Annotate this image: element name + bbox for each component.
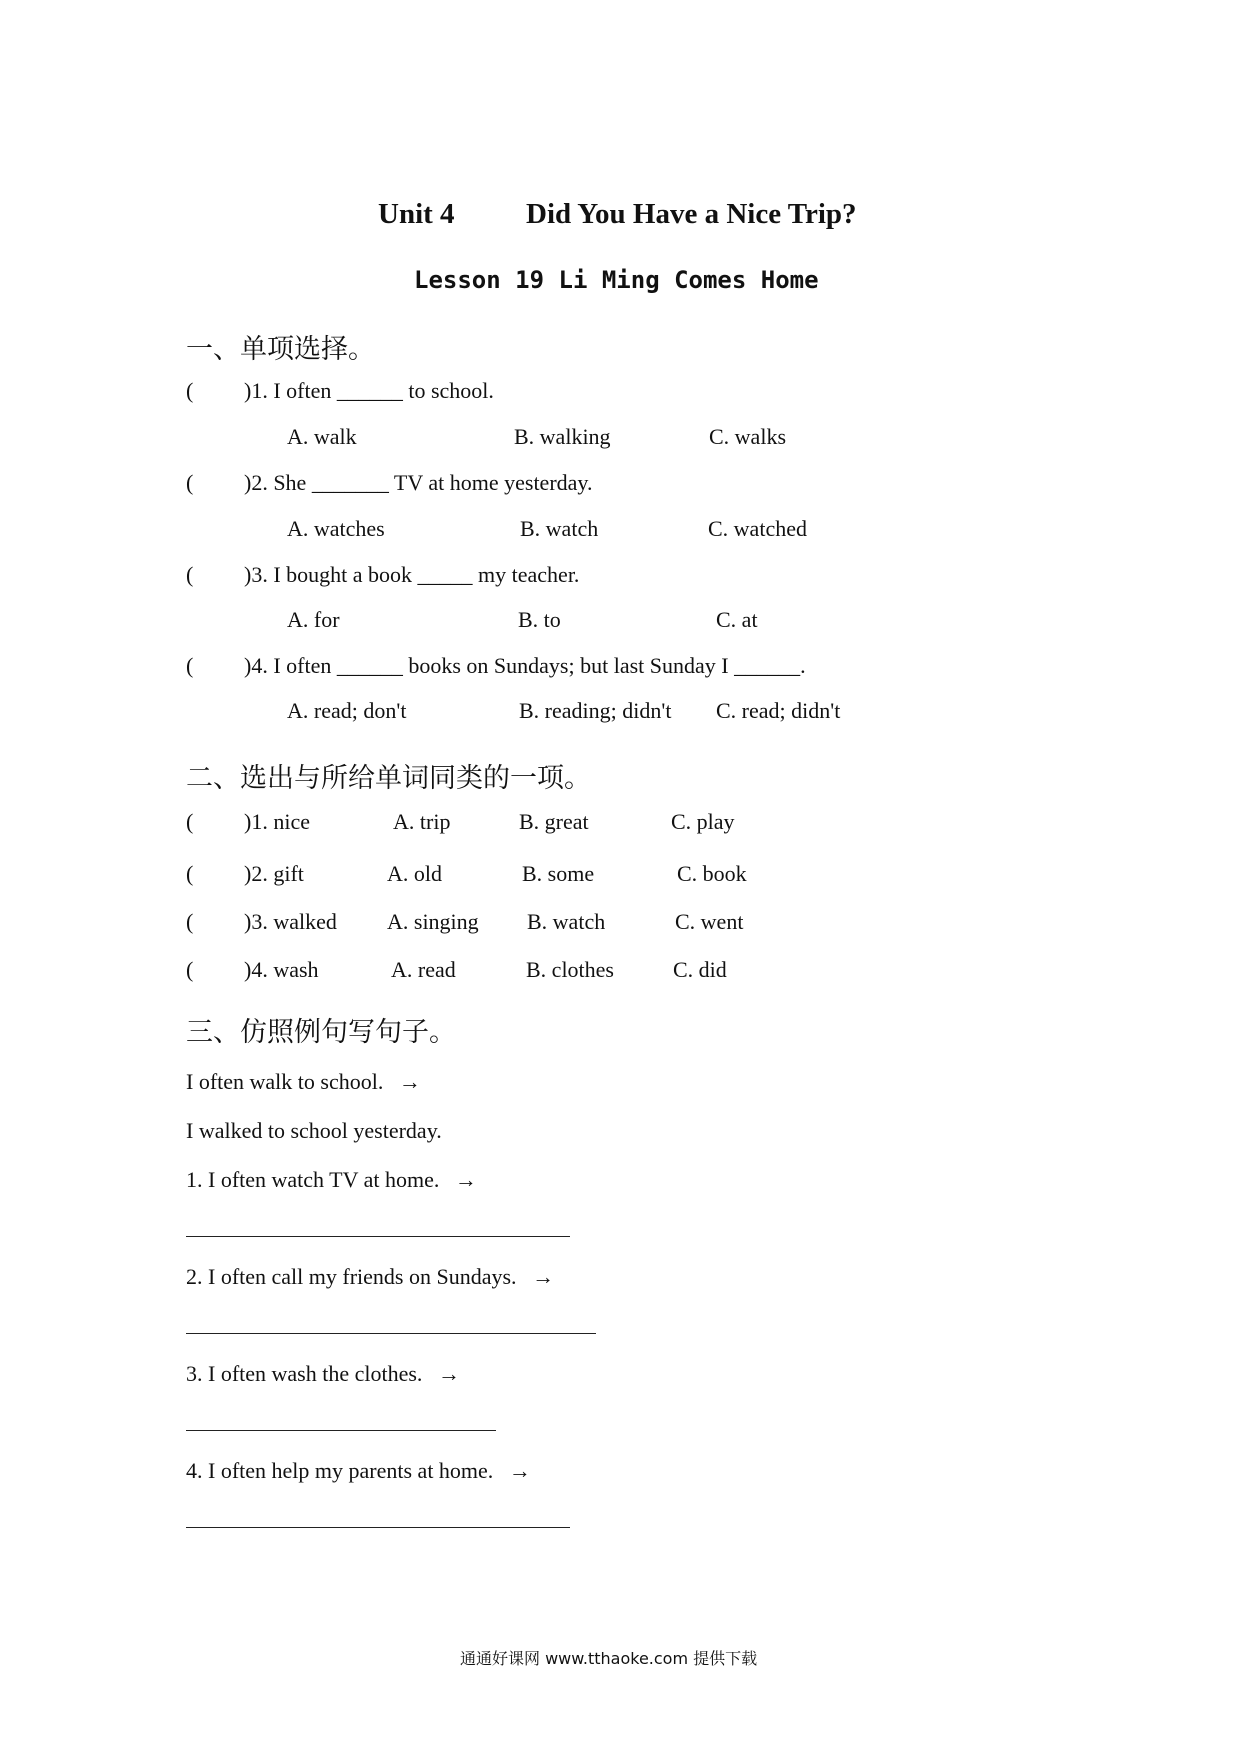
option-a: A. read; don't bbox=[287, 698, 407, 723]
option-a: A. old bbox=[387, 861, 442, 886]
section3-heading: 三、仿照例句写句子。 bbox=[186, 1017, 456, 1048]
option-c: C. went bbox=[675, 909, 744, 934]
question-stem: )1. nice bbox=[244, 809, 310, 834]
option-c: C. read; didn't bbox=[716, 698, 841, 723]
unit-label: Unit 4 bbox=[378, 198, 455, 230]
option-a: A. for bbox=[287, 607, 340, 632]
rewrite-item bbox=[186, 1458, 531, 1484]
answer-paren: ( bbox=[186, 653, 194, 678]
question-stem: )2. She _______ TV at home yesterday. bbox=[244, 470, 593, 495]
arrow-icon: → bbox=[532, 1264, 555, 1289]
rewrite-text: 3. I often wash the clothes. bbox=[186, 1361, 423, 1386]
arrow-icon: → bbox=[508, 1458, 531, 1483]
option-c: C. play bbox=[671, 809, 735, 834]
option-b: B. some bbox=[522, 861, 595, 886]
answer-line[interactable] bbox=[186, 1333, 596, 1334]
question-stem: )3. walked bbox=[244, 909, 337, 934]
option-c: C. walks bbox=[709, 424, 786, 449]
option-b: B. reading; didn't bbox=[519, 698, 672, 723]
option-a: A. trip bbox=[393, 809, 451, 834]
option-a: A. singing bbox=[387, 909, 479, 934]
rewrite-item bbox=[186, 1264, 554, 1290]
question-stem: )4. wash bbox=[244, 957, 319, 982]
option-a: A. read bbox=[391, 957, 456, 982]
unit-title: Did You Have a Nice Trip? bbox=[526, 198, 857, 230]
option-a: A. watches bbox=[287, 516, 385, 541]
rewrite-text: 2. I often call my friends on Sundays. bbox=[186, 1264, 517, 1289]
question-stem: )1. I often ______ to school. bbox=[244, 378, 494, 403]
option-b: B. watch bbox=[527, 909, 606, 934]
answer-paren: ( bbox=[186, 562, 194, 587]
answer-paren: ( bbox=[186, 809, 194, 834]
rewrite-text: 1. I often watch TV at home. bbox=[186, 1167, 440, 1192]
option-c: C. at bbox=[716, 607, 758, 632]
option-b: B. watch bbox=[520, 516, 599, 541]
question-stem: )3. I bought a book _____ my teacher. bbox=[244, 562, 580, 587]
option-b: B. to bbox=[518, 607, 561, 632]
answer-line[interactable] bbox=[186, 1430, 496, 1431]
arrow-icon: → bbox=[398, 1069, 421, 1094]
answer-paren: ( bbox=[186, 470, 194, 495]
option-b: B. walking bbox=[514, 424, 611, 449]
option-c: C. watched bbox=[708, 516, 807, 541]
section1-heading: 一、单项选择。 bbox=[186, 334, 375, 365]
answer-line[interactable] bbox=[186, 1527, 570, 1528]
answer-line[interactable] bbox=[186, 1236, 570, 1237]
answer-paren: ( bbox=[186, 909, 194, 934]
example-sentence bbox=[186, 1069, 421, 1095]
rewrite-text: 4. I often help my parents at home. bbox=[186, 1458, 494, 1483]
example-text: I often walk to school. bbox=[186, 1069, 384, 1094]
option-c: C. did bbox=[673, 957, 727, 982]
arrow-icon: → bbox=[437, 1361, 460, 1386]
answer-paren: ( bbox=[186, 957, 194, 982]
footer-credit: 通通好课网 www.tthaoke.com 提供下载 bbox=[460, 1649, 758, 1668]
question-stem: )4. I often ______ books on Sundays; but last Sunday I ______. bbox=[244, 653, 806, 678]
rewrite-item bbox=[186, 1167, 477, 1193]
option-c: C. book bbox=[677, 861, 747, 886]
option-b: B. great bbox=[519, 809, 589, 834]
option-b: B. clothes bbox=[526, 957, 614, 982]
example-answer: I walked to school yesterday. bbox=[186, 1118, 442, 1143]
answer-paren: ( bbox=[186, 378, 194, 403]
rewrite-item bbox=[186, 1361, 460, 1387]
question-stem: )2. gift bbox=[244, 861, 304, 886]
section2-heading: 二、选出与所给单词同类的一项。 bbox=[186, 763, 591, 794]
option-a: A. walk bbox=[287, 424, 357, 449]
arrow-icon: → bbox=[454, 1167, 477, 1192]
lesson-title: Lesson 19 Li Ming Comes Home bbox=[414, 266, 819, 294]
answer-paren: ( bbox=[186, 861, 194, 886]
